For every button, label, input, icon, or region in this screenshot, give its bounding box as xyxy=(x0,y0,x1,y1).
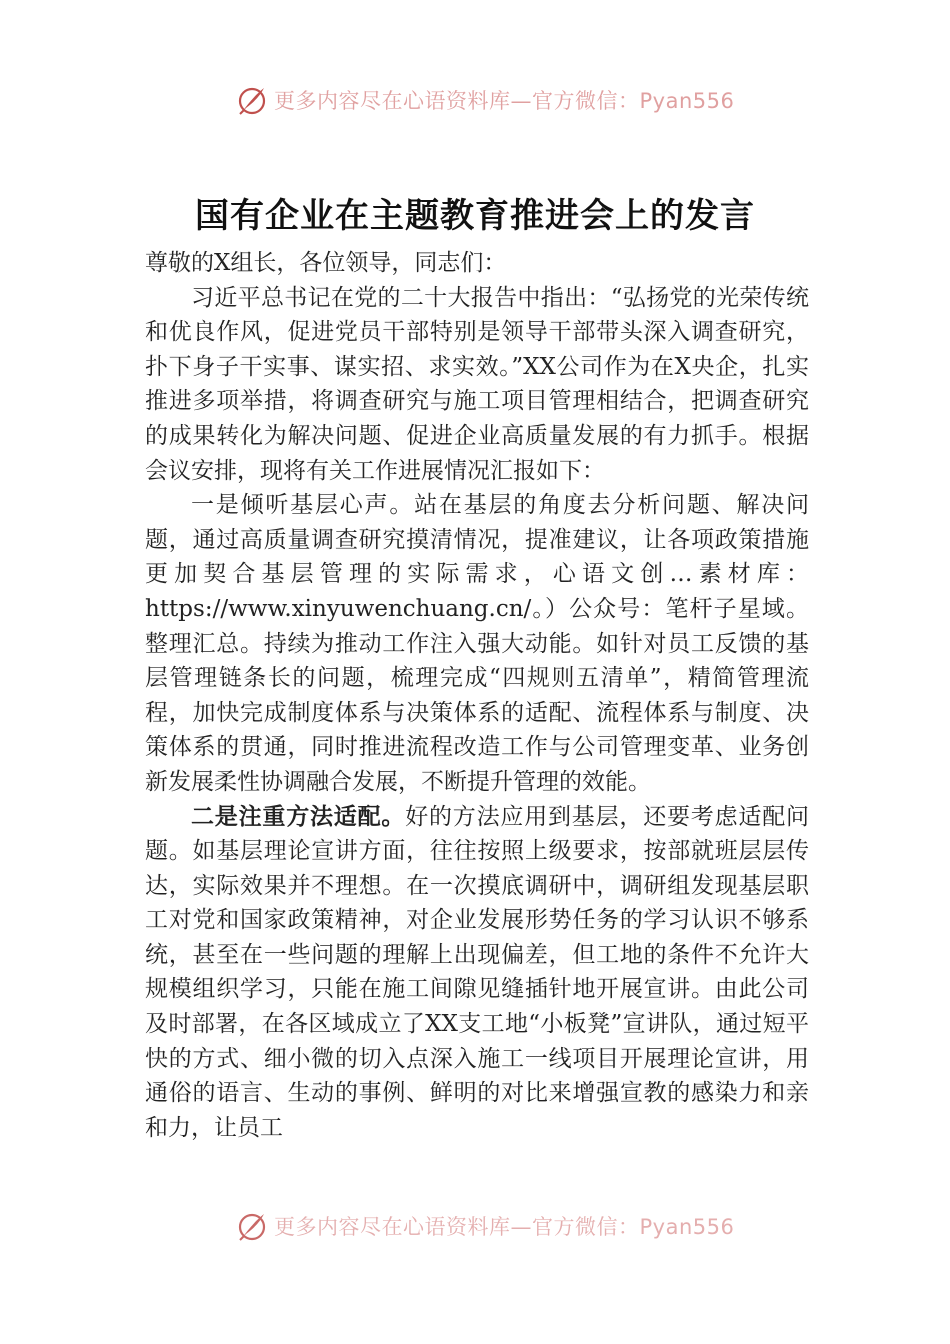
header-watermark xyxy=(236,84,734,116)
watermark-text: 更多内容尽在心语资料库—官方微信：Pyan556 xyxy=(274,89,735,113)
footer-watermark xyxy=(236,1210,734,1242)
section1-paragraph: 一是倾听基层心声。站在基层的角度去分析问题、解决问题，通过高质量调查研究摸清情况，提准建议，让各项政策措施更加契合基层管理的实际需求，心语文创…素材库：https://www.xinyuwenchuang.cn/。）公众号：笔杆子星域。整理汇总。持续为推动工作注入强大动能。如针对员工反馈的基层管理链条长的问题，梳理完成“四规则五清单”，精简管理流程，加快完成制度体系与决策体系的适配、流程体系与制度、决策体系的贯通，同时推进流程改造工作与公司管理变革、业务创新发展柔性协调融合发展，不断提升管理的效能。 xyxy=(145,492,809,795)
document-body xyxy=(145,246,809,1145)
quill-logo-icon xyxy=(236,84,268,116)
section2-body: 好的方法应用到基层，还要考虑适配问题。如基层理论宣讲方面，往往按照上级要求，按部就班层层传达，实际效果并不理想。在一次摸底调研中，调研组发现基层职工对党和国家政策精神，对企业发展形势任务的学习认识不够系统，甚至在一些问题的理解上出现偏差，但工地的条件不允许大规模组织学习，只能在施工间隙见缝插针地开展宣讲。由此公司及时部署，在各区域成立了XX支工地“小板凳”宣讲队，通过短平快的方式、细小微的切入点深入施工一线项目开展理论宣讲，用通俗的语言、生动的事例、鲜明的对比来增强宣教的感染力和亲和力，让员工 xyxy=(145,803,810,1141)
intro-paragraph: 习近平总书记在党的二十大报告中指出：“弘扬党的光荣传统和优良作风，促进党员干部特别是领导干部带头深入调查研究，扑下身子干实事、谋实招、求实效。”XX公司作为在X央企，扎实推进多项举措，将调查研究与施工项目管理相结合，把调查研究的成果转化为解决问题、促进企业高质量发展的有力抓手。根据会议安排，现将有关工作进展情况汇报如下： xyxy=(145,284,809,484)
watermark-text: 更多内容尽在心语资料库—官方微信：Pyan556 xyxy=(274,1215,735,1239)
section2-heading: 二是注重方法适配。 xyxy=(191,802,406,830)
section2-paragraph xyxy=(145,800,809,1146)
quill-logo-icon xyxy=(236,1210,268,1242)
salutation: 尊敬的X组长，各位领导，同志们： xyxy=(145,250,507,276)
document-title: 国有企业在主题教育推进会上的发言 xyxy=(195,196,755,236)
